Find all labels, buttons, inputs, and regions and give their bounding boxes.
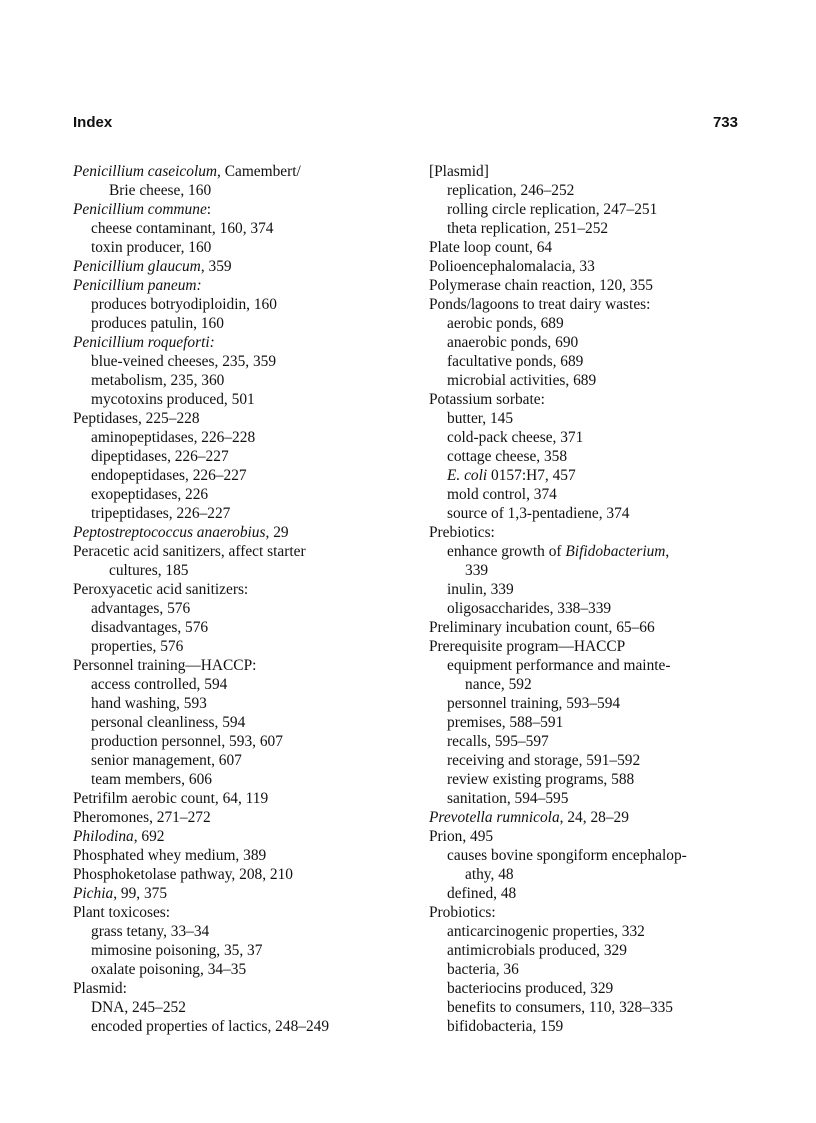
index-subentry: enhance growth of Bifidobacterium, <box>447 543 670 560</box>
index-subentry: anaerobic ponds, 690 <box>447 334 579 351</box>
index-subentry: cheese contaminant, 160, 374 <box>91 220 274 237</box>
index-subentry: mycotoxins produced, 501 <box>91 391 255 408</box>
index-subentry: personal cleanliness, 594 <box>91 714 246 731</box>
index-subentry: exopeptidases, 226 <box>91 486 209 503</box>
page-number: 733 <box>712 114 738 131</box>
index-subentry: endopeptidases, 226–227 <box>91 467 247 484</box>
index-subentry: anticarcinogenic properties, 332 <box>447 923 645 940</box>
index-entry: Penicillium caseicolum, Camembert/ <box>73 163 301 180</box>
index-subentry: DNA, 245–252 <box>91 999 186 1016</box>
index-entry: Petrifilm aerobic count, 64, 119 <box>73 790 269 807</box>
running-header-title: Index <box>73 114 113 131</box>
index-entry: Penicillium roqueforti: <box>73 334 215 351</box>
index-entry: Peptostreptococcus anaerobius, 29 <box>73 524 289 541</box>
index-entry: Penicillium glaucum, 359 <box>73 258 232 275</box>
index-subentry: senior management, 607 <box>91 752 242 769</box>
index-subentry: oxalate poisoning, 34–35 <box>91 961 247 978</box>
index-subentry: produces patulin, 160 <box>91 315 224 332</box>
index-subentry: inulin, 339 <box>447 581 514 598</box>
index-subentry: receiving and storage, 591–592 <box>447 752 641 769</box>
index-entry: Penicillium commune: <box>73 201 212 218</box>
index-subentry: bacteriocins produced, 329 <box>447 980 614 997</box>
index-column-right <box>429 162 749 1036</box>
index-subentry: bacteria, 36 <box>447 961 519 978</box>
index-subentry: mold control, 374 <box>447 486 557 503</box>
index-subentry: recalls, 595–597 <box>447 733 549 750</box>
index-subentry: butter, 145 <box>447 410 514 427</box>
index-subentry: access controlled, 594 <box>91 676 228 693</box>
index-subentry: equipment performance and mainte- <box>447 657 671 674</box>
index-entry: Peptidases, 225–228 <box>73 410 200 427</box>
index-entry: Peracetic acid sanitizers, affect starter <box>73 543 306 560</box>
index-subentry: aerobic ponds, 689 <box>447 315 564 332</box>
index-subentry: cottage cheese, 358 <box>447 448 568 465</box>
index-subentry: premises, 588–591 <box>447 714 564 731</box>
index-subentry: produces botryodiploidin, 160 <box>91 296 277 313</box>
index-subentry: replication, 246–252 <box>447 182 575 199</box>
index-entry: Pheromones, 271–272 <box>73 809 211 826</box>
index-subentry: dipeptidases, 226–227 <box>91 448 229 465</box>
index-subentry: blue-veined cheeses, 235, 359 <box>91 353 277 370</box>
index-entry: Philodina, 692 <box>73 828 165 845</box>
index-entry-continuation: 339 <box>465 562 489 579</box>
index-subentry: benefits to consumers, 110, 328–335 <box>447 999 673 1016</box>
index-entry: Plate loop count, 64 <box>429 239 553 256</box>
index-subentry: personnel training, 593–594 <box>447 695 621 712</box>
index-subentry: causes bovine spongiform encephalop- <box>447 847 687 864</box>
index-subentry: aminopeptidases, 226–228 <box>91 429 256 446</box>
index-subentry: antimicrobials produced, 329 <box>447 942 627 959</box>
index-entry: Prebiotics: <box>429 524 495 541</box>
index-entry: Potassium sorbate: <box>429 391 545 408</box>
index-entry: Penicillium paneum: <box>73 277 202 294</box>
index-entry-continuation: Brie cheese, 160 <box>109 182 212 199</box>
index-subentry: rolling circle replication, 247–251 <box>447 201 658 218</box>
index-entry: Phosphoketolase pathway, 208, 210 <box>73 866 293 883</box>
index-entry: Probiotics: <box>429 904 496 921</box>
index-entry: Polymerase chain reaction, 120, 355 <box>429 277 653 294</box>
index-entry-continuation: cultures, 185 <box>109 562 189 579</box>
index-entry-continuation: nance, 592 <box>465 676 532 693</box>
index-entry: Prevotella rumnicola, 24, 28–29 <box>429 809 629 826</box>
index-entry: Pichia, 99, 375 <box>73 885 168 902</box>
index-subentry: disadvantages, 576 <box>91 619 209 636</box>
index-entry: Plasmid: <box>73 980 127 997</box>
index-entry-continuation: athy, 48 <box>465 866 514 883</box>
index-subentry: grass tetany, 33–34 <box>91 923 210 940</box>
index-subentry: oligosaccharides, 338–339 <box>447 600 612 617</box>
index-subentry: advantages, 576 <box>91 600 191 617</box>
index-subentry: encoded properties of lactics, 248–249 <box>91 1018 330 1035</box>
index-subentry: facultative ponds, 689 <box>447 353 584 370</box>
index-column-left <box>73 162 413 1036</box>
index-subentry: review existing programs, 588 <box>447 771 635 788</box>
index-subentry: production personnel, 593, 607 <box>91 733 283 750</box>
index-entry: Prerequisite program—HACCP <box>429 638 626 655</box>
index-subentry: tripeptidases, 226–227 <box>91 505 231 522</box>
index-subentry: toxin producer, 160 <box>91 239 212 256</box>
index-subentry: E. coli 0157:H7, 457 <box>447 467 576 484</box>
index-subentry: defined, 48 <box>447 885 517 902</box>
index-entry: Personnel training—HACCP: <box>73 657 257 674</box>
index-entry: Plant toxicoses: <box>73 904 171 921</box>
index-subentry: theta replication, 251–252 <box>447 220 609 237</box>
index-subentry: hand washing, 593 <box>91 695 207 712</box>
index-subentry: team members, 606 <box>91 771 212 788</box>
index-entry: [Plasmid] <box>429 163 489 180</box>
index-entry: Peroxyacetic acid sanitizers: <box>73 581 249 598</box>
index-entry: Ponds/lagoons to treat dairy wastes: <box>429 296 651 313</box>
index-entry: Polioencephalomalacia, 33 <box>429 258 595 275</box>
index-subentry: sanitation, 594–595 <box>447 790 569 807</box>
index-subentry: source of 1,3-pentadiene, 374 <box>447 505 630 522</box>
index-subentry: properties, 576 <box>91 638 184 655</box>
index-subentry: mimosine poisoning, 35, 37 <box>91 942 263 959</box>
index-subentry: microbial activities, 689 <box>447 372 597 389</box>
index-subentry: cold-pack cheese, 371 <box>447 429 584 446</box>
index-subentry: bifidobacteria, 159 <box>447 1018 564 1035</box>
index-entry: Prion, 495 <box>429 828 494 845</box>
index-entry: Preliminary incubation count, 65–66 <box>429 619 655 636</box>
index-subentry: metabolism, 235, 360 <box>91 372 225 389</box>
index-entry: Phosphated whey medium, 389 <box>73 847 267 864</box>
